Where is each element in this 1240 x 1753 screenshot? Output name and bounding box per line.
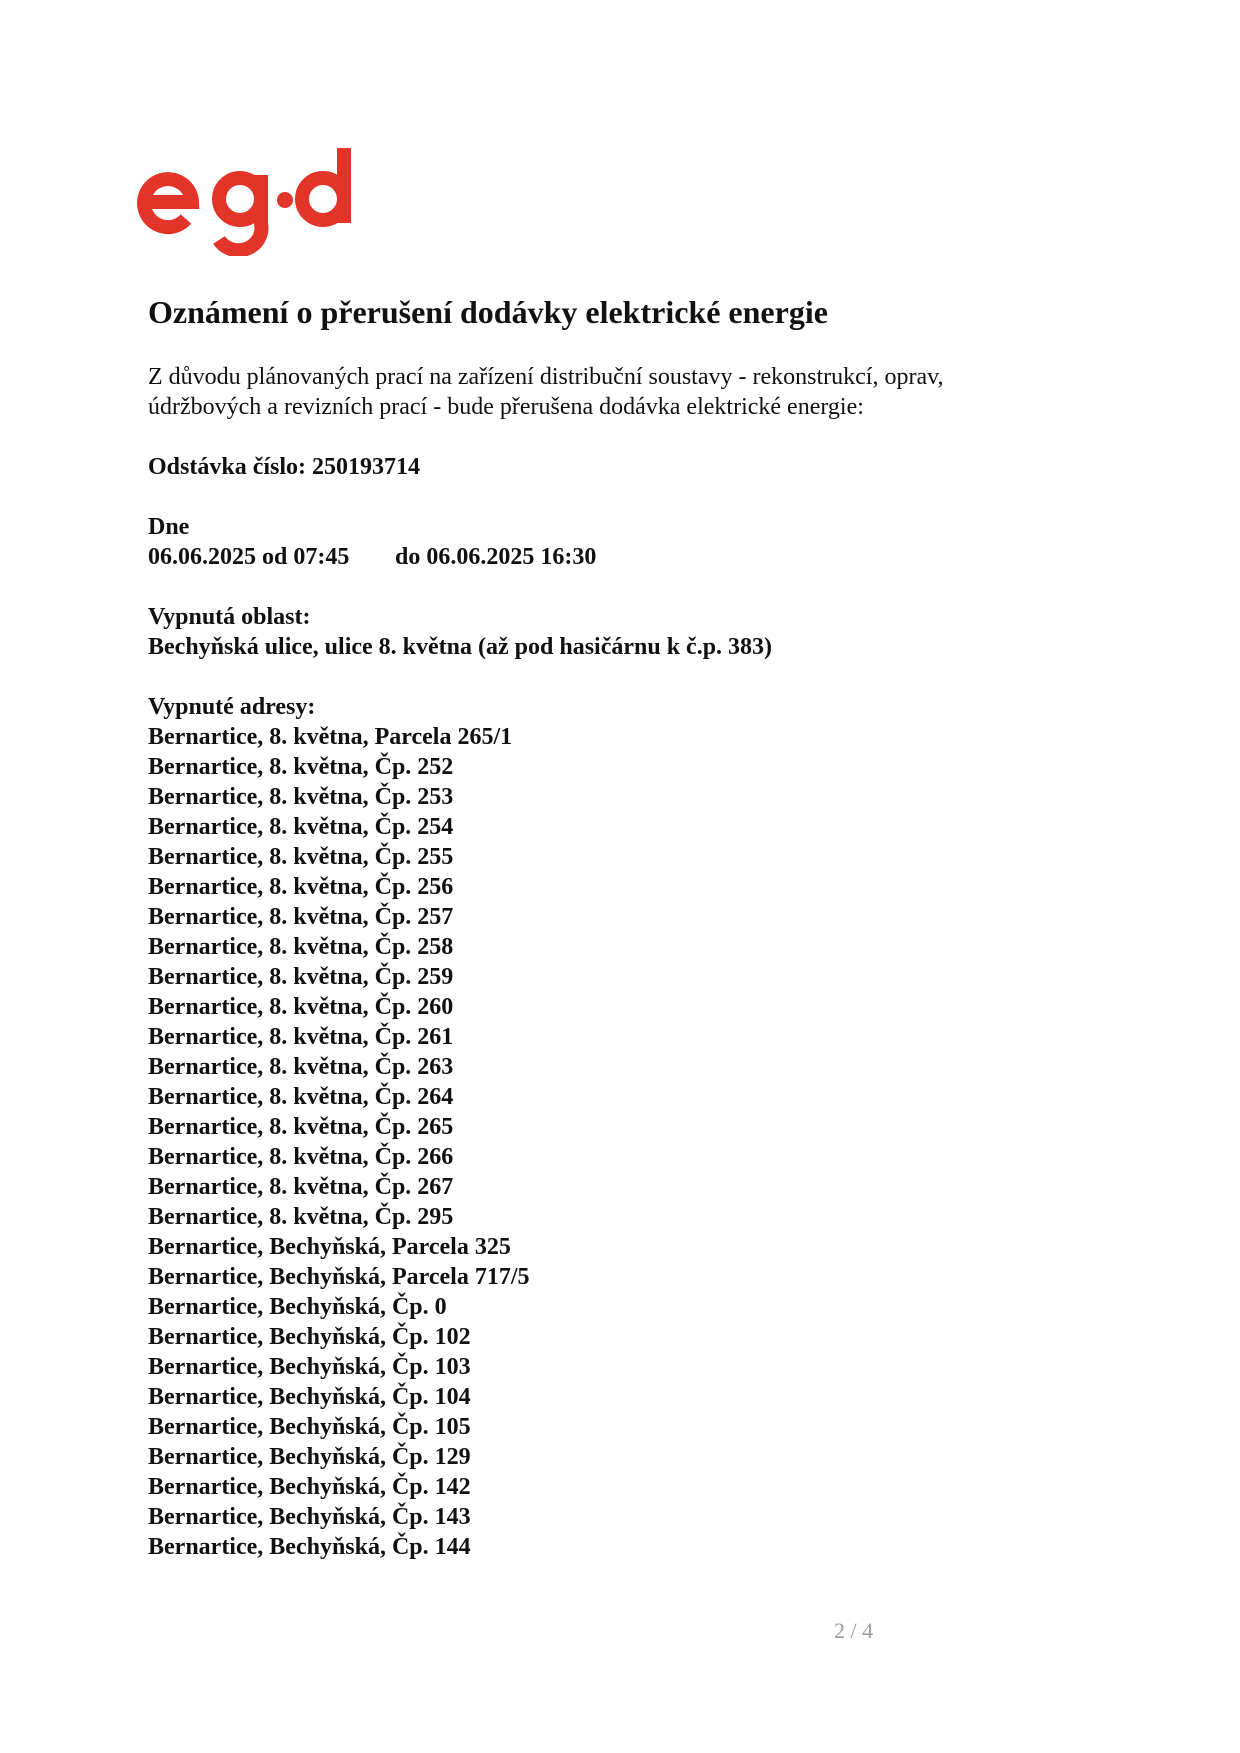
outage-number-line [148,452,420,482]
address-item: Bernartice, 8. května, Čp. 295 [148,1204,454,1230]
address-item: Bernartice, Bechyňská, Čp. 143 [148,1504,471,1530]
address-item: Bernartice, 8. května, Čp. 257 [148,904,454,930]
address-item: Bernartice, 8. května, Čp. 256 [148,874,454,900]
outage-number-label: Odstávka číslo: [148,454,307,480]
page-indicator: 2 / 4 [834,1618,874,1643]
address-item: Bernartice, Bechyňská, Čp. 104 [148,1384,471,1410]
affected-area-block [148,602,772,662]
address-item: Bernartice, Bechyňská, Čp. 142 [148,1474,471,1500]
address-item: Bernartice, 8. května, Čp. 264 [148,1084,454,1110]
date-to: do 06.06.2025 16:30 [395,544,597,570]
address-item: Bernartice, Bechyňská, Parcela 325 [148,1234,511,1260]
outage-date-block [148,512,597,572]
address-item: Bernartice, 8. května, Čp. 261 [148,1024,454,1050]
address-item: Bernartice, 8. května, Čp. 260 [148,994,454,1020]
area-value: Bechyňská ulice, ulice 8. května (až pod hasičárnu k č.p. 383) [148,634,773,660]
date-range [148,542,597,572]
address-item: Bernartice, 8. května, Čp. 259 [148,964,454,990]
address-item: Bernartice, 8. května, Čp. 253 [148,784,454,810]
address-item: Bernartice, 8. května, Čp. 263 [148,1054,454,1080]
address-item: Bernartice, 8. května, Čp. 258 [148,934,454,960]
outage-number: 250193714 [312,454,421,480]
address-item: Bernartice, Bechyňská, Parcela 717/5 [148,1264,530,1290]
address-item: Bernartice, 8. května, Čp. 267 [148,1174,454,1200]
date-label: Dne [148,514,190,540]
intro-line: Z důvodu plánovaných prací na zařízení distribuční soustavy - rekonstrukcí, oprav, [148,364,944,390]
address-item: Bernartice, Bechyňská, Čp. 0 [148,1294,447,1320]
address-item: Bernartice, Bechyňská, Čp. 144 [148,1534,471,1560]
address-item: Bernartice, 8. května, Parcela 265/1 [148,724,513,750]
address-item: Bernartice, Bechyňská, Čp. 129 [148,1444,471,1470]
address-item: Bernartice, 8. května, Čp. 265 [148,1114,454,1140]
area-label: Vypnutá oblast: [148,604,311,630]
date-from: 06.06.2025 od 07:45 [148,544,350,570]
address-item: Bernartice, 8. května, Čp. 255 [148,844,454,870]
address-item: Bernartice, 8. května, Čp. 254 [148,814,454,840]
intro-line: údržbových a revizních prací - bude přerušena dodávka elektrické energie: [148,394,864,420]
address-item: Bernartice, Bechyňská, Čp. 105 [148,1414,471,1440]
notice-title: Oznámení o přerušení dodávky elektrické energie [148,294,828,330]
intro-paragraph [148,362,1048,422]
address-item: Bernartice, Bechyňská, Čp. 102 [148,1324,471,1350]
address-item: Bernartice, Bechyňská, Čp. 103 [148,1354,471,1380]
affected-addresses-block [148,692,530,1562]
address-item: Bernartice, 8. května, Čp. 252 [148,754,454,780]
address-item: Bernartice, 8. května, Čp. 266 [148,1144,454,1170]
address-list [148,722,530,1562]
egd-logo [135,148,360,256]
addresses-label: Vypnuté adresy: [148,694,316,720]
